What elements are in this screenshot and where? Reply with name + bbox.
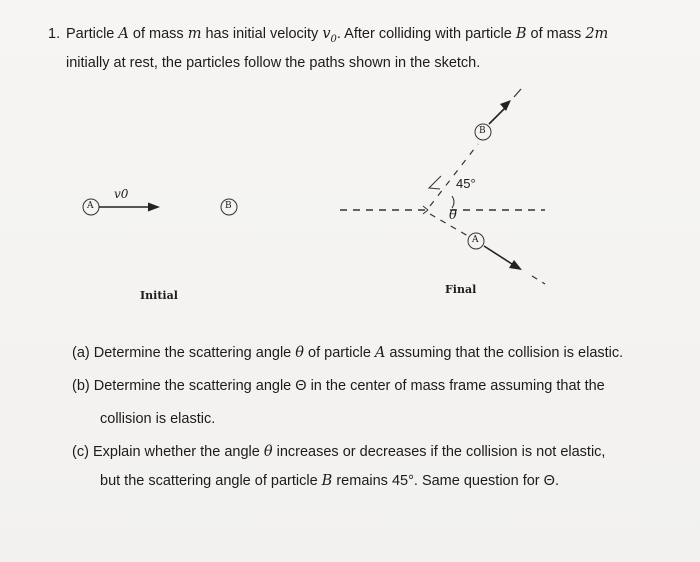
math-Theta: Θ — [543, 473, 555, 489]
text: but the scattering angle of particle — [100, 473, 322, 489]
part-a — [72, 345, 623, 361]
a-path-tail — [532, 276, 545, 284]
text: assuming that the collision is elastic. — [385, 345, 624, 361]
text: Explain whether the angle — [92, 444, 264, 460]
v0-arrow-head — [148, 203, 160, 212]
math-m: m — [187, 26, 202, 42]
text: of mass — [128, 26, 188, 42]
part-c-label: (c) — [72, 444, 89, 460]
b-arrow-shaft — [489, 108, 505, 124]
particle-a-initial-label: A — [87, 201, 94, 211]
angle-theta-label: θ — [449, 208, 457, 223]
text: increases or decreases if the collision is not elastic, — [272, 444, 606, 460]
a-arrow-shaft — [484, 246, 512, 264]
particle-a-final-label: A — [472, 235, 479, 245]
text: . — [554, 473, 559, 489]
text: Determine the scattering angle — [93, 345, 296, 361]
b-path-tail — [514, 89, 521, 97]
text: of particle — [304, 345, 375, 361]
problem-intro-line-2: initially at rest, the particles follow the paths shown in the sketch. — [66, 55, 481, 71]
b-path-dashed — [430, 144, 478, 206]
math-A: A — [118, 26, 129, 42]
v0-label: v0 — [114, 187, 129, 201]
angle-45-arc — [452, 196, 454, 208]
angle-45-mark — [429, 176, 441, 189]
part-a-label: (a) — [72, 345, 90, 361]
math-theta: θ — [263, 444, 273, 460]
particle-b-final-label: B — [479, 126, 486, 136]
text: in the center of mass frame assuming that the — [306, 378, 605, 394]
part-b-line-1 — [72, 378, 605, 394]
text: of mass — [526, 26, 586, 42]
math-2m: 2m — [585, 26, 609, 42]
text: remains 45°. Same question for — [332, 473, 544, 489]
text: . After colliding with particle — [336, 26, 516, 42]
part-b-label: (b) — [72, 378, 90, 394]
initial-label: Initial — [140, 289, 178, 302]
text: has initial velocity — [201, 26, 323, 42]
part-b-line-2: collision is elastic. — [100, 411, 216, 427]
math-v0: v — [322, 26, 331, 42]
b-arrow-head — [500, 100, 511, 111]
math-theta: θ — [295, 345, 304, 361]
part-c-line-1 — [72, 444, 605, 460]
text: Determine the scattering angle — [93, 378, 296, 394]
math-Theta: Θ — [295, 378, 307, 394]
math-B: B — [321, 473, 333, 489]
part-c-line-2 — [100, 473, 559, 489]
math-A: A — [374, 345, 386, 361]
angle-45-label: 45° — [456, 176, 476, 191]
problem-number: 1. — [48, 26, 61, 42]
text: Particle — [66, 26, 119, 42]
a-arrow-head — [509, 260, 522, 270]
math-v0-sub: 0 — [330, 33, 337, 45]
particle-b-initial-label: B — [225, 201, 232, 211]
math-B: B — [515, 26, 527, 42]
final-label: Final — [445, 283, 477, 296]
